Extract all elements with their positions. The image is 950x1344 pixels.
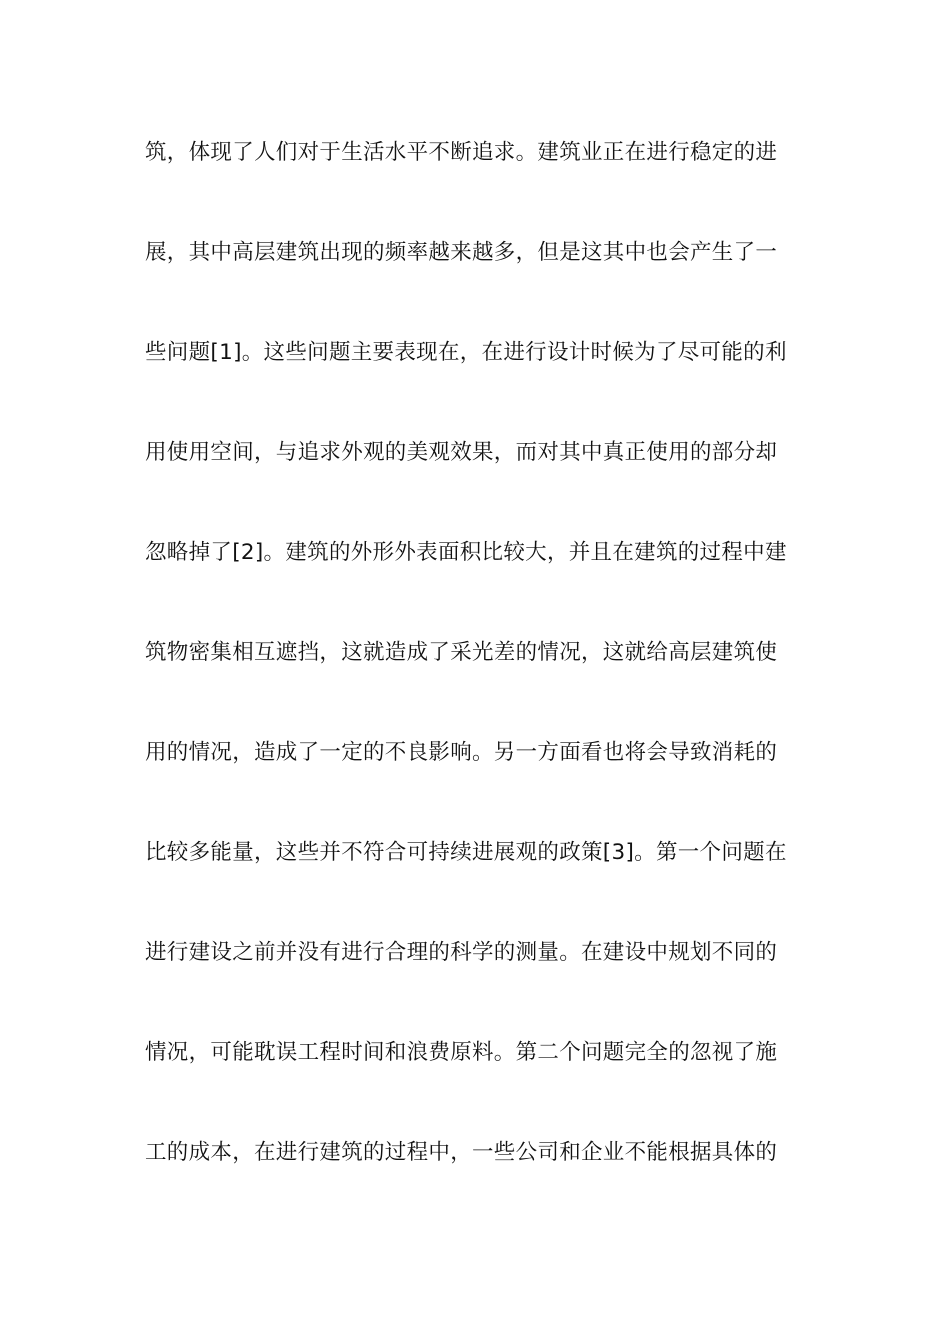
text-line: 进行建设之前并没有进行合理的科学的测量。在建设中规划不同的 <box>145 940 778 965</box>
text-line: 展，其中高层建筑出现的频率越来越多，但是这其中也会产生了一 <box>145 240 778 265</box>
text-line: 用的情况，造成了一定的不良影响。另一方面看也将会导致消耗的 <box>145 740 778 765</box>
text-line: 些问题[1]。这些问题主要表现在，在进行设计时候为了尽可能的利 <box>145 340 787 365</box>
text-line: 忽略掉了[2]。建筑的外形外表面积比较大，并且在建筑的过程中建 <box>145 540 787 565</box>
text-line: 情况，可能耽误工程时间和浪费原料。第二个问题完全的忽视了施 <box>145 1040 778 1065</box>
text-line: 用使用空间，与追求外观的美观效果，而对其中真正使用的部分却 <box>145 440 778 465</box>
text-line: 工的成本，在进行建筑的过程中，一些公司和企业不能根据具体的 <box>145 1140 778 1165</box>
text-line: 筑，体现了人们对于生活水平不断追求。建筑业正在进行稳定的进 <box>145 140 778 165</box>
body-paragraph <box>145 130 810 1230</box>
text-line: 比较多能量，这些并不符合可持续进展观的政策[3]。第一个问题在 <box>145 840 787 865</box>
text-line: 筑物密集相互遮挡，这就造成了采光差的情况，这就给高层建筑使 <box>145 640 778 665</box>
